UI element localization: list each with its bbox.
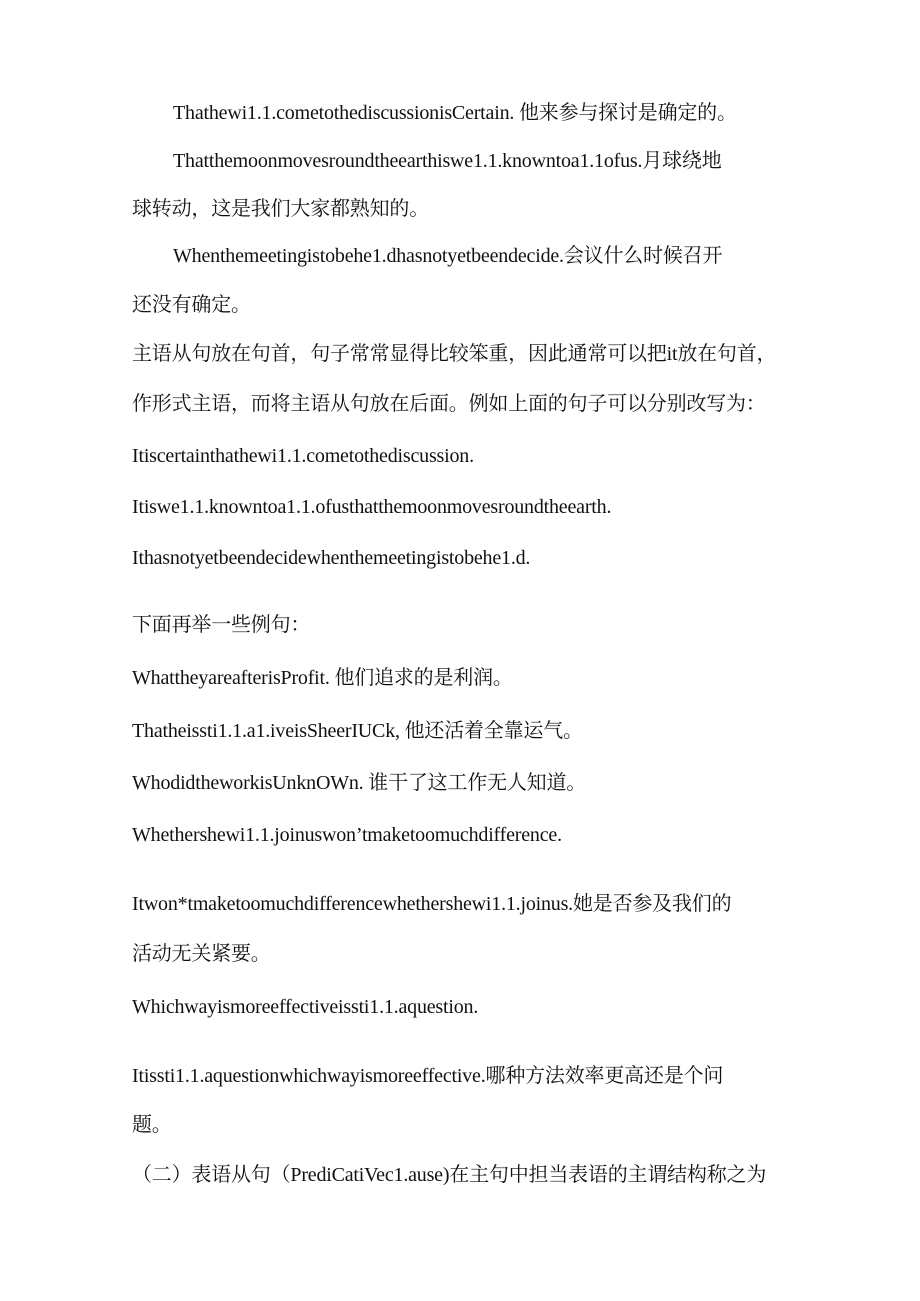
text-line: Itiscertainthathewi1.1.cometothediscussion.	[132, 445, 474, 467]
text-line: WhattheyareafterisProfit. 他们追求的是利润。	[132, 667, 513, 689]
text-line: Whethershewi1.1.joinuswon’tmaketoomuchdifference.	[132, 824, 562, 846]
text-line: 作形式主语，而将主语从句放在后面。例如上面的句子可以分别改写为：	[132, 393, 766, 415]
text-line: 主语从句放在句首，句子常常显得比较笨重，因此通常可以把it放在句首，	[132, 343, 777, 365]
text-line: Thathewi1.1.cometothediscussionisCertain. 他来参与探讨是确定的。	[173, 102, 737, 124]
text-line: 球转动，这是我们大家都熟知的。	[132, 198, 429, 220]
section-heading: （二）表语从句（PrediCatiVec1.ause)在主句中担当表语的主谓结构称之为	[132, 1164, 767, 1186]
text-line: 活动无关紧要。	[132, 943, 271, 965]
text-line: 题。	[132, 1114, 172, 1136]
text-line: Ithasnotyetbeendecidewhenthemeetingistobehe1.d.	[132, 547, 531, 569]
text-line: Itwon*tmaketoomuchdifferencewhethershewi1.1.joinus.她是否参及我们的	[132, 893, 732, 915]
text-line: Whichwayismoreeffectiveissti1.1.aquestion.	[132, 996, 479, 1018]
text-line: 还没有确定。	[132, 294, 251, 316]
text-line: Thatheissti1.1.a1.iveisSheerIUCk, 他还活着全靠运气。	[132, 720, 583, 742]
text-line: Thatthemoonmovesroundtheearthiswe1.1.knowntoa1.1ofus.月球绕地	[173, 150, 722, 172]
text-line: Itiswe1.1.knowntoa1.1.ofusthatthemoonmovesroundtheearth.	[132, 496, 612, 518]
text-line: 下面再举一些例句：	[132, 614, 311, 636]
text-line: Itissti1.1.aquestionwhichwayismoreeffective.哪种方法效率更高还是个问	[132, 1065, 724, 1087]
text-line: WhodidtheworkisUnknOWn. 谁干了这工作无人知道。	[132, 772, 587, 794]
text-line: Whenthemeetingistobehe1.dhasnotyetbeendecide.会议什么时候召开	[173, 245, 723, 267]
